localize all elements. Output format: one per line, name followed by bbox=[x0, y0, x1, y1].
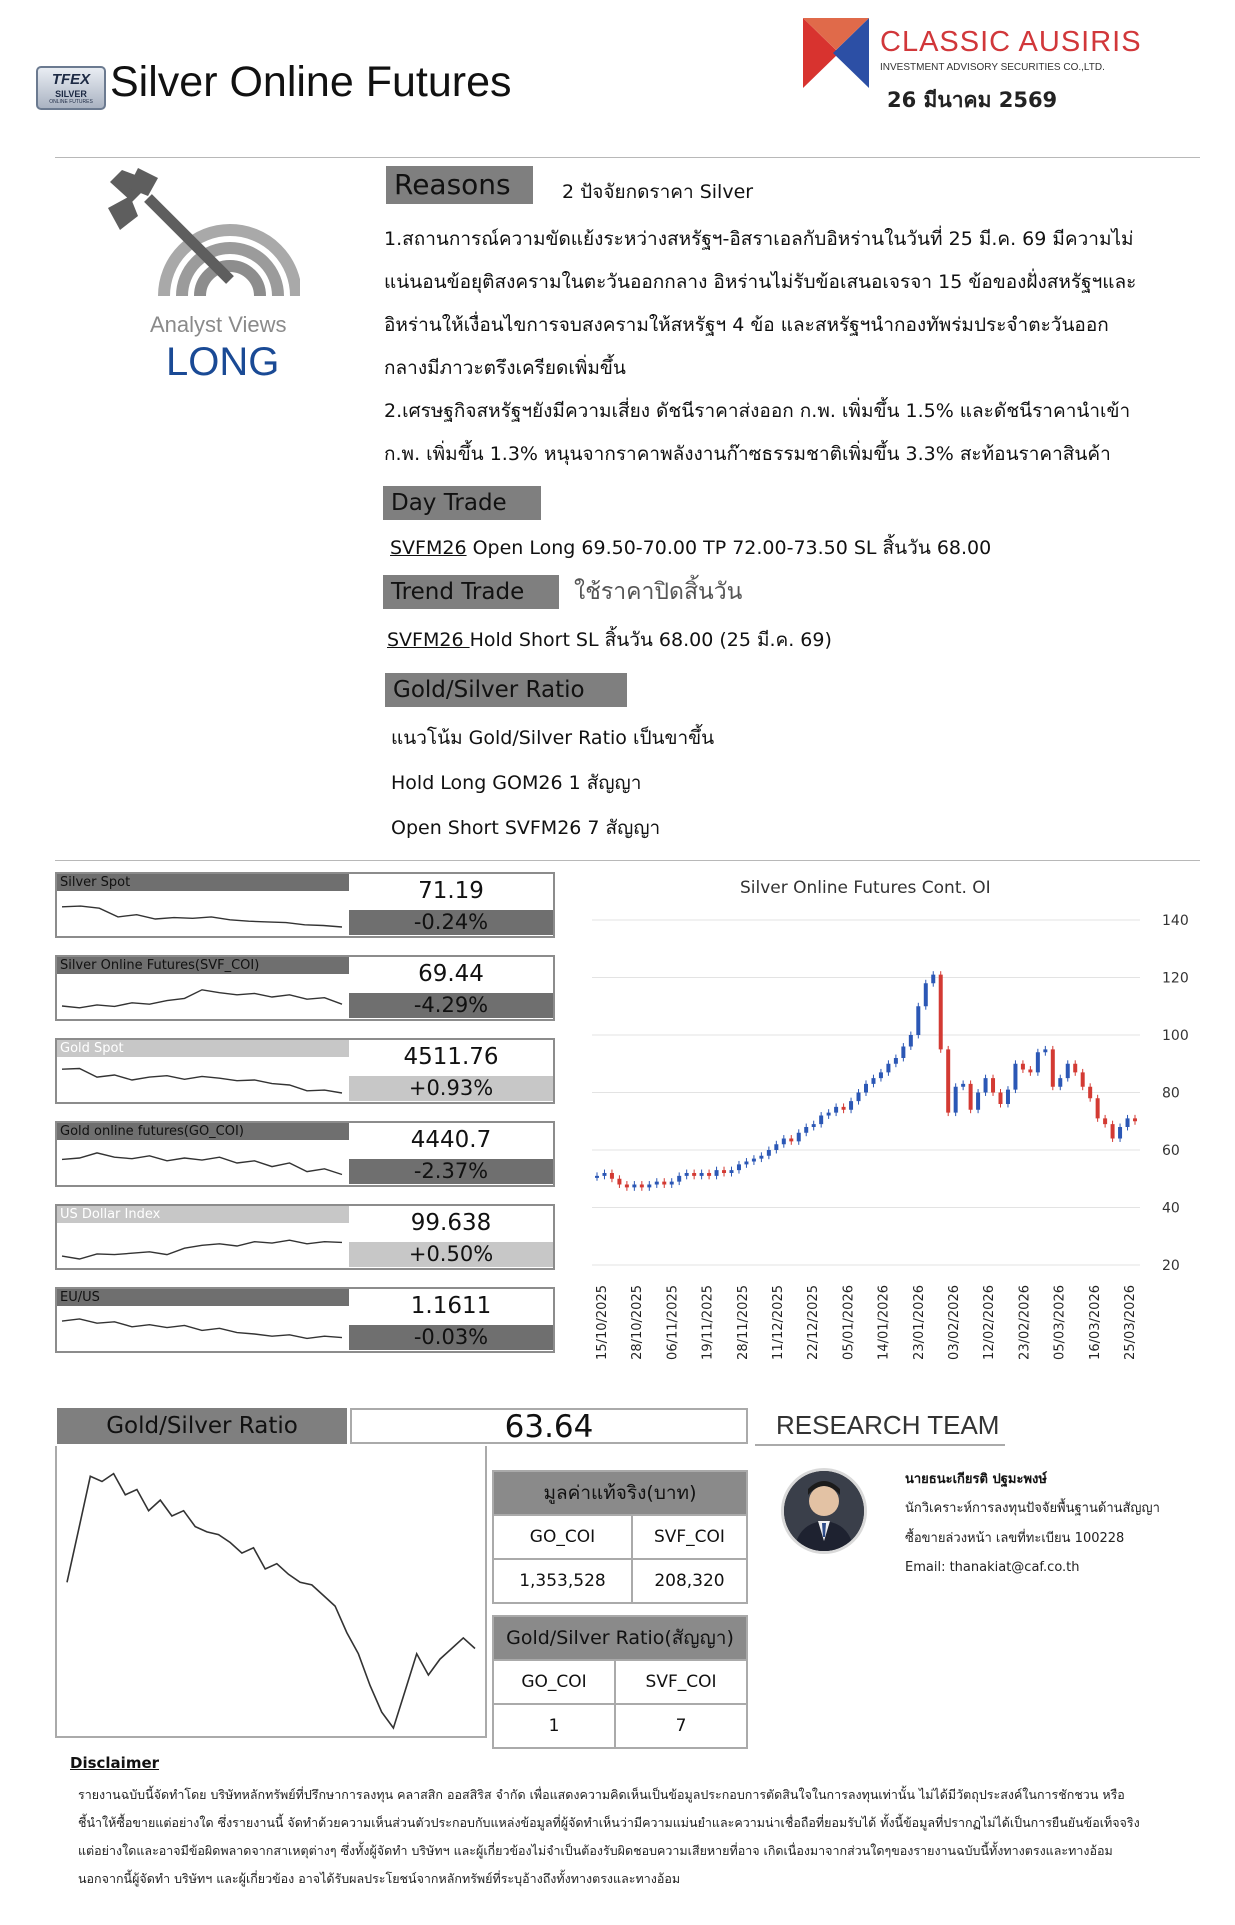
candle-body bbox=[1118, 1127, 1122, 1139]
contract-table-header: SVF_COI bbox=[615, 1660, 747, 1704]
candle-body bbox=[1073, 1064, 1077, 1073]
trend-trade-line bbox=[387, 619, 832, 662]
person-photo-icon bbox=[784, 1471, 864, 1551]
ticker-box bbox=[55, 1121, 555, 1187]
ticker-sparkline-line bbox=[62, 990, 342, 1008]
tfex-silver-logo bbox=[36, 66, 106, 110]
candle-body bbox=[1111, 1124, 1115, 1138]
ticker-change: +0.50% bbox=[349, 1242, 553, 1267]
trend-trade-tag: Trend Trade bbox=[383, 575, 559, 609]
ticker-sparkline bbox=[57, 1057, 347, 1102]
x-tick-label: 23/01/2026 bbox=[911, 1285, 927, 1360]
contract-table-cell: 7 bbox=[615, 1704, 747, 1748]
ticker-name: Gold Spot bbox=[57, 1040, 349, 1057]
candle-body bbox=[819, 1116, 823, 1125]
candle-body bbox=[1013, 1064, 1017, 1090]
candle-body bbox=[722, 1170, 726, 1173]
research-team-title: RESEARCH TEAM bbox=[776, 1410, 1000, 1440]
header-divider bbox=[55, 157, 1200, 158]
disclaimer-line: นอกจากนี้ผู้จัดทำ บริษัทฯ และผู้เกี่ยวข้อง อาจได้รับผลประโยชน์จากหลักทรัพย์ที่ระบุอ้างถึงทั้งทางตรงและทางอ้อม bbox=[78, 1871, 681, 1886]
x-tick-label: 05/01/2026 bbox=[841, 1285, 857, 1360]
candle-body bbox=[1051, 1049, 1055, 1086]
ratio-chart bbox=[57, 1446, 485, 1736]
candle-body bbox=[610, 1173, 614, 1179]
candle-body bbox=[700, 1173, 704, 1176]
ticker-name: EU/US bbox=[57, 1289, 349, 1306]
candle-body bbox=[685, 1173, 689, 1176]
value-table-title: มูลค่าแท้จริง(บาท) bbox=[493, 1471, 747, 1515]
ratio-strategy-tag: Gold/Silver Ratio bbox=[385, 673, 627, 707]
candle-body bbox=[595, 1176, 599, 1178]
candle-body bbox=[916, 1006, 920, 1035]
candle-body bbox=[1133, 1118, 1137, 1121]
candle-body bbox=[1043, 1049, 1047, 1052]
candle-body bbox=[625, 1185, 629, 1188]
team-divider bbox=[755, 1444, 1005, 1446]
ticker-price: 4511.76 bbox=[403, 1044, 499, 1070]
ticker-name: Silver Online Futures(SVF_COI) bbox=[57, 957, 349, 974]
ratio-strategy-line: Hold Long GOM26 1 สัญญา bbox=[391, 772, 642, 794]
candle-body bbox=[909, 1035, 913, 1047]
ratio-value: 63.64 bbox=[350, 1408, 748, 1444]
x-tick-label: 05/03/2026 bbox=[1052, 1285, 1068, 1360]
y-tick-label: 20 bbox=[1162, 1258, 1180, 1274]
value-table-cell: 1,353,528 bbox=[493, 1559, 632, 1603]
candle-body bbox=[774, 1144, 778, 1150]
x-tick-label: 19/11/2025 bbox=[700, 1285, 716, 1360]
candle-body bbox=[939, 975, 943, 1050]
reason-line: 1.สถานการณ์ความขัดแย้งระหว่างสหรัฐฯ-อิสราเอลกับอิหร่านในวันที่ 25 มี.ค. 69 มีความไม่ bbox=[384, 228, 1134, 250]
candle-body bbox=[1058, 1078, 1062, 1087]
ticker-sparkline bbox=[57, 1306, 347, 1351]
candle-body bbox=[677, 1176, 681, 1182]
reason-line: แน่นอนข้อยุติสงครามในตะวันออกกลาง อิหร่านไม่รับข้อเสนอเจรจา 15 ข้อของฝั่งสหรัฐฯและ bbox=[384, 271, 1137, 293]
y-tick-label: 80 bbox=[1162, 1085, 1180, 1102]
ticker-sparkline-line bbox=[62, 906, 342, 927]
analyst-license: ซื้อขายล่วงหน้า เลขที่ทะเบียน 100228 bbox=[905, 1531, 1125, 1546]
ticker-sparkline-line bbox=[62, 1153, 342, 1175]
candle-body bbox=[991, 1078, 995, 1092]
analyst-email[interactable]: Email: thanakiat@caf.co.th bbox=[905, 1560, 1080, 1575]
candle-body bbox=[602, 1173, 606, 1176]
candle-body bbox=[804, 1127, 808, 1133]
ticker-sparkline bbox=[57, 974, 347, 1019]
contract-table-title: Gold/Silver Ratio(สัญญา) bbox=[493, 1616, 747, 1660]
candle-body bbox=[976, 1093, 980, 1110]
candle-body bbox=[954, 1087, 958, 1113]
reason-line: 2.เศรษฐกิจสหรัฐฯยังมีความเสี่ยง ดัชนีราคาส่งออก ก.พ. เพิ่มขึ้น 1.5% และดัชนีราคานำเข้า bbox=[384, 400, 1131, 422]
x-tick-label: 28/11/2025 bbox=[735, 1285, 751, 1360]
ticker-box bbox=[55, 955, 555, 1021]
x-tick-label: 03/02/2026 bbox=[947, 1285, 962, 1360]
day-trade-tag: Day Trade bbox=[383, 486, 541, 520]
candle-body bbox=[864, 1084, 868, 1093]
ratio-strategy-line: Open Short SVFM26 7 สัญญา bbox=[391, 817, 661, 839]
ticker-change: -0.24% bbox=[349, 910, 553, 935]
candle-body bbox=[782, 1139, 786, 1145]
logo-line3: ONLINE FUTURES bbox=[49, 99, 93, 105]
reason-line: ก.พ. เพิ่มขึ้น 1.3% หนุนจากราคาพลังงานก๊าซธรรมชาติเพิ่มขึ้น 3.3% สะท้อนราคาสินค้า bbox=[384, 443, 1111, 465]
y-tick-label: 40 bbox=[1162, 1200, 1180, 1217]
value-table-header: SVF_COI bbox=[632, 1515, 747, 1559]
x-tick-label: 25/03/2026 bbox=[1123, 1285, 1138, 1360]
reason-line: กลางมีภาวะตรึงเครียดเพิ่มขึ้น bbox=[384, 357, 626, 379]
trend-trade-note: ใช้ราคาปิดสิ้นวัน bbox=[574, 579, 743, 605]
candle-body bbox=[744, 1162, 748, 1165]
ticker-box bbox=[55, 1038, 555, 1104]
value-table-header: GO_COI bbox=[493, 1515, 632, 1559]
analyst-view-value: LONG bbox=[166, 340, 280, 384]
candle-body bbox=[1126, 1118, 1130, 1127]
ticker-price: 71.19 bbox=[418, 878, 484, 904]
candle-body bbox=[715, 1170, 719, 1176]
candle-body bbox=[849, 1101, 853, 1110]
reasons-tag: Reasons bbox=[386, 166, 533, 204]
candle-body bbox=[670, 1182, 674, 1185]
x-tick-label: 06/11/2025 bbox=[665, 1285, 681, 1360]
ticker-name: Silver Spot bbox=[57, 874, 349, 891]
ticker-sparkline-line bbox=[62, 1240, 342, 1259]
candle-body bbox=[1088, 1087, 1092, 1099]
ticker-sparkline-line bbox=[62, 1319, 342, 1339]
ticker-sparkline-line bbox=[62, 1069, 342, 1094]
ticker-change: -2.37% bbox=[349, 1159, 553, 1184]
ticker-sparkline bbox=[57, 891, 347, 936]
candle-body bbox=[931, 975, 935, 984]
candle-body bbox=[737, 1164, 741, 1170]
day-trade-line bbox=[390, 527, 991, 570]
y-tick-label: 120 bbox=[1162, 970, 1189, 987]
contract-table-header: GO_COI bbox=[493, 1660, 615, 1704]
candle-body bbox=[961, 1084, 965, 1087]
contract-table bbox=[492, 1615, 748, 1749]
candle-body bbox=[857, 1093, 861, 1102]
candle-body bbox=[886, 1064, 890, 1073]
candle-body bbox=[901, 1047, 905, 1059]
candle-body bbox=[655, 1182, 659, 1185]
candle-body bbox=[1081, 1072, 1085, 1086]
candle-body bbox=[730, 1170, 734, 1173]
candle-body bbox=[999, 1093, 1003, 1105]
disclaimer-title: Disclaimer bbox=[70, 1754, 160, 1772]
candle-body bbox=[1028, 1070, 1032, 1073]
candle-body bbox=[842, 1107, 846, 1110]
candle-body bbox=[827, 1113, 831, 1116]
candle-body bbox=[617, 1179, 621, 1185]
ticker-change: -0.03% bbox=[349, 1325, 553, 1350]
candle-body bbox=[1096, 1098, 1100, 1118]
candle-body bbox=[946, 1049, 950, 1112]
brand-subtitle: INVESTMENT ADVISORY SECURITIES CO.,LTD. bbox=[880, 62, 1105, 73]
x-tick-label: 16/03/2026 bbox=[1087, 1285, 1103, 1360]
disclaimer-line: ชี้นำให้ซื้อขายแต่อย่างใด ซึ่งรายงานนี้ จัดทำด้วยความเห็นส่วนตัวประกอบกับแหล่งข้อมูลที่ผู้จัดทำเห็นว่ามีความแม่นยำและความน่าเชื่อถือที่ยอมรับได้ ทั้งนี้ข้อมูลที่ปรากฏไม่ได้เป็นการยืนยันข้อเท็จจริง bbox=[78, 1815, 1140, 1830]
reason-line: อิหร่านให้เงื่อนไขการจบสงครามให้สหรัฐฯ 4 ข้อ และสหรัฐฯนำกองทัพร่มประจำตะวันออก bbox=[384, 314, 1109, 336]
x-tick-label: 22/12/2025 bbox=[806, 1285, 822, 1360]
ratio-strategy-line: แนวโน้ม Gold/Silver Ratio เป็นขาขึ้น bbox=[391, 727, 715, 749]
candle-body bbox=[984, 1078, 988, 1092]
analyst-role: นักวิเคราะห์การลงทุนปัจจัยพื้นฐานด้านสัญญา bbox=[905, 1501, 1160, 1516]
candle-body bbox=[871, 1078, 875, 1084]
ticker-box bbox=[55, 1204, 555, 1270]
candle-body bbox=[640, 1185, 644, 1188]
x-tick-label: 28/10/2025 bbox=[630, 1285, 646, 1360]
avatar bbox=[781, 1468, 867, 1554]
x-tick-label: 11/12/2025 bbox=[771, 1285, 786, 1360]
candle-body bbox=[797, 1133, 801, 1142]
ticker-box bbox=[55, 872, 555, 938]
disclaimer-line: รายงานฉบับนี้จัดทำโดย บริษัทหลักทรัพย์ที่ปรึกษาการลงทุน คลาสสิก ออสสิริส จำกัด เพื่อแสดงความคิดเห็นเป็นข้อมูลประกอบการตัดสินใจในการลงทุนเท่านั้น ไม่ได้มีวัตถุประสงค์ในการชักชวน หรือ bbox=[78, 1787, 1125, 1802]
ticker-box bbox=[55, 1287, 555, 1353]
candle-body bbox=[789, 1139, 793, 1142]
trend-trade-symbol: SVFM26 bbox=[387, 629, 470, 651]
candle-body bbox=[1021, 1064, 1025, 1070]
logo-line1: TFEX bbox=[51, 71, 91, 88]
analyst-views-label: Analyst Views bbox=[150, 312, 287, 337]
candle-body bbox=[662, 1182, 666, 1185]
candle-body bbox=[692, 1173, 696, 1176]
candle-body bbox=[894, 1058, 898, 1064]
ticker-sparkline bbox=[57, 1223, 347, 1268]
ticker-change: -4.29% bbox=[349, 993, 553, 1018]
candle-body bbox=[1006, 1090, 1010, 1104]
candle-body bbox=[924, 983, 928, 1006]
ticker-name: US Dollar Index bbox=[57, 1206, 349, 1223]
candle-body bbox=[834, 1107, 838, 1113]
ticker-price: 69.44 bbox=[418, 961, 484, 987]
candle-body bbox=[707, 1173, 711, 1176]
y-tick-label: 140 bbox=[1162, 913, 1189, 929]
ratio-label: Gold/Silver Ratio bbox=[57, 1408, 347, 1444]
candle-body bbox=[812, 1124, 816, 1127]
value-table bbox=[492, 1470, 748, 1604]
disclaimer-line: แต่อย่างใดและอาจมีข้อผิดพลาดจากสาเหตุต่างๆ ซึ่งทั้งผู้จัดทำ บริษัทฯ และผู้เกี่ยวข้องไม่จำเป็นต้องรับผิดชอบความเสียหายที่อาจ เกิดเนื่องมาจากส่วนใดๆของรายงานฉบับนี้ทั้งทางตรงและทางอ้อม bbox=[78, 1843, 1113, 1858]
candle-body bbox=[879, 1072, 883, 1078]
candle-body bbox=[969, 1084, 973, 1110]
ticker-price: 4440.7 bbox=[410, 1127, 492, 1153]
logo-line2: SILVER bbox=[55, 89, 87, 99]
candle-body bbox=[1066, 1064, 1070, 1078]
section-divider bbox=[55, 860, 1200, 861]
oi-chart bbox=[580, 900, 1210, 1400]
classic-ausiris-logo-icon bbox=[803, 18, 869, 88]
ticker-name: Gold online futures(GO_COI) bbox=[57, 1123, 349, 1140]
ratio-line bbox=[67, 1474, 475, 1728]
y-tick-label: 60 bbox=[1162, 1143, 1180, 1159]
page-title: Silver Online Futures bbox=[110, 58, 512, 106]
day-trade-text: Open Long 69.50-70.00 TP 72.00-73.50 SL สิ้นวัน 68.00 bbox=[466, 537, 992, 559]
candle-body bbox=[752, 1159, 756, 1162]
value-table-cell: 208,320 bbox=[632, 1559, 747, 1603]
candle-body bbox=[767, 1150, 771, 1156]
reasons-subtitle: 2 ปัจจัยกดราคา Silver bbox=[562, 181, 754, 203]
ticker-change: +0.93% bbox=[349, 1076, 553, 1101]
x-tick-label: 15/10/2025 bbox=[595, 1285, 610, 1360]
contract-table-cell: 1 bbox=[493, 1704, 615, 1748]
candle-body bbox=[1103, 1118, 1107, 1124]
ticker-sparkline bbox=[57, 1140, 347, 1185]
trend-trade-text: Hold Short SL สิ้นวัน 68.00 (25 มี.ค. 69) bbox=[469, 629, 832, 651]
candle-body bbox=[1036, 1052, 1040, 1072]
report-date: 26 มีนาคม 2569 bbox=[887, 88, 1058, 112]
chart-title: Silver Online Futures Cont. OI bbox=[740, 878, 991, 898]
day-trade-symbol: SVFM26 bbox=[390, 537, 467, 559]
analyst-name: นายธนะเกียรติ ปฐมะพงษ์ bbox=[905, 1472, 1047, 1487]
candle-body bbox=[759, 1156, 763, 1159]
target-arrow-icon bbox=[108, 168, 300, 298]
candle-body bbox=[647, 1185, 651, 1188]
candle-body bbox=[632, 1185, 636, 1188]
x-tick-label: 14/01/2026 bbox=[876, 1285, 892, 1360]
y-tick-label: 100 bbox=[1162, 1028, 1189, 1044]
brand-name: CLASSIC AUSIRIS bbox=[880, 26, 1142, 58]
x-tick-label: 12/02/2026 bbox=[982, 1285, 998, 1360]
ticker-price: 1.1611 bbox=[410, 1293, 492, 1319]
x-tick-label: 23/02/2026 bbox=[1017, 1285, 1033, 1360]
ticker-price: 99.638 bbox=[410, 1210, 492, 1236]
